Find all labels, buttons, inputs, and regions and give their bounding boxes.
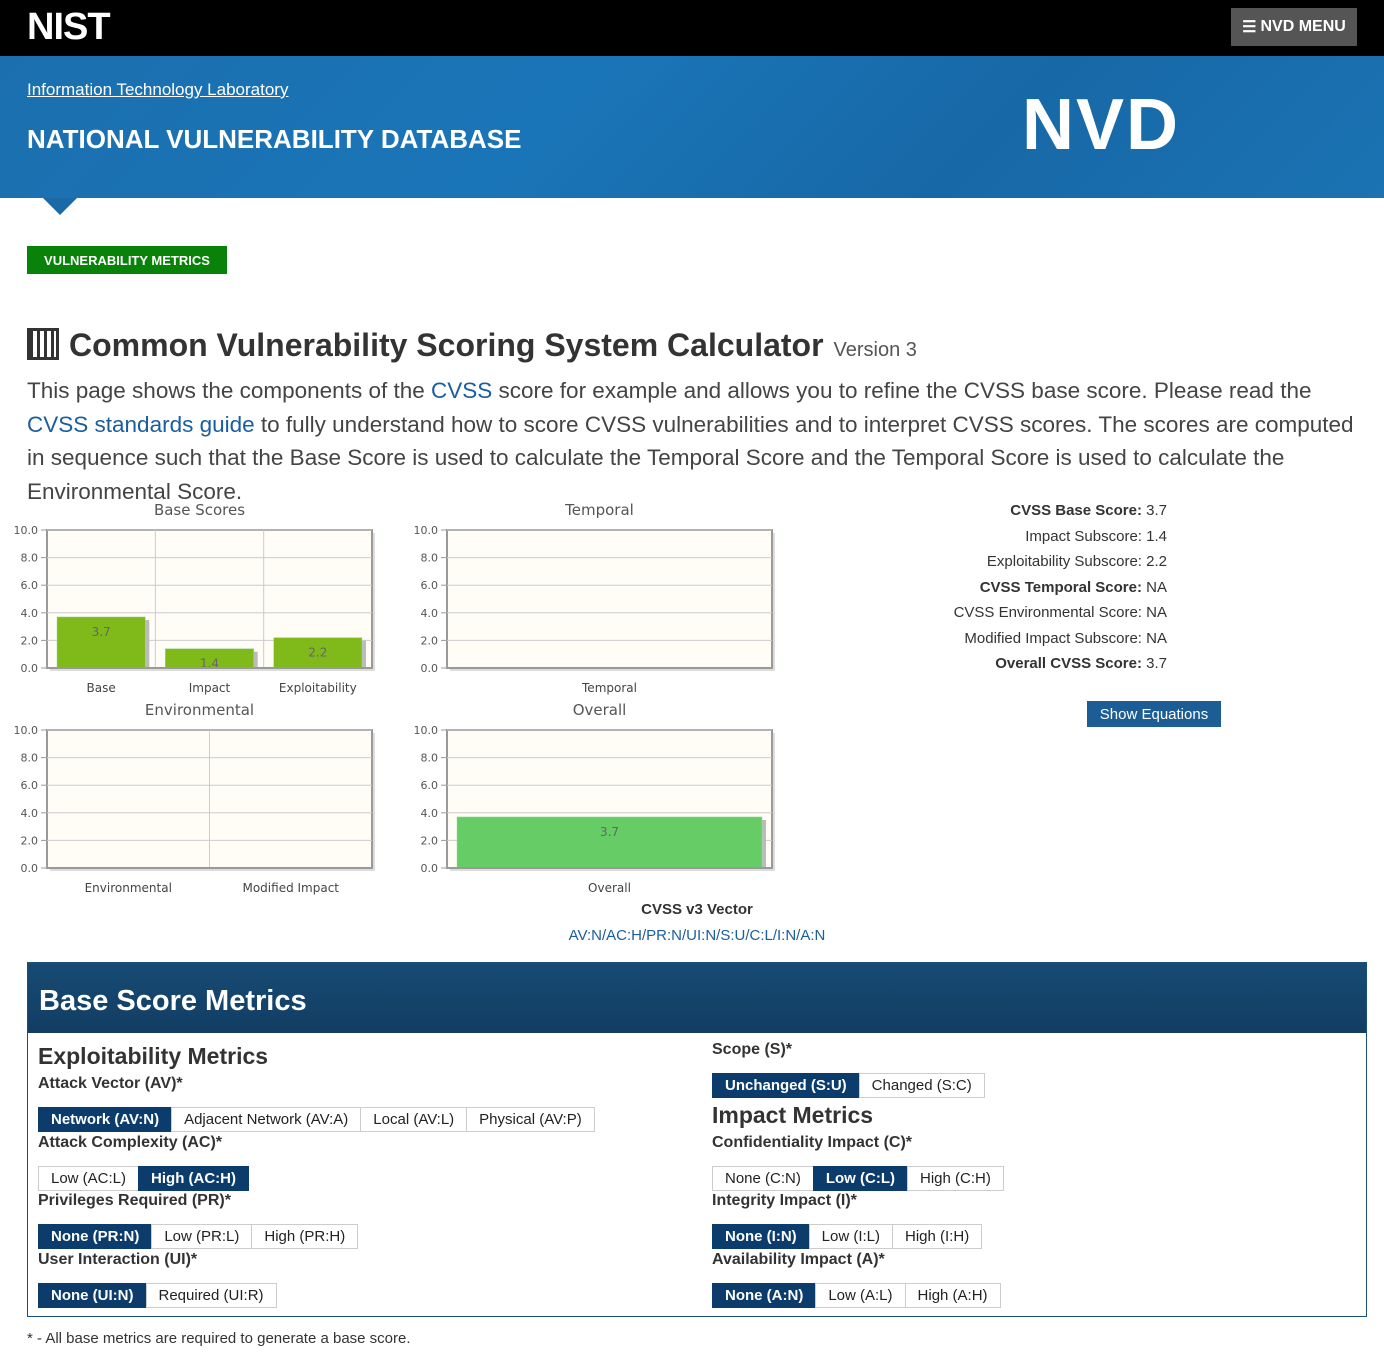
- score-row: [880, 602, 1167, 628]
- bar-value-label: 3.7: [599, 824, 620, 839]
- y-tick-label: 10.0: [413, 524, 438, 537]
- intro-part: to fully understand how to score CVSS vulnerabilities and to interpret CVSS scores. The scores are computed in sequence such that the Base Score is used to calculate the Temporal Score and the Temporal Score is used to calculate the Environmental Score.: [27, 411, 1354, 504]
- metric-option-button[interactable]: High (PR:H): [251, 1224, 358, 1249]
- metric-button-group: [39, 1224, 358, 1249]
- metric-button-group: [39, 1107, 595, 1132]
- temporal-chart: [400, 495, 800, 695]
- score-label: CVSS Temporal Score:: [979, 578, 1142, 596]
- itl-link[interactable]: Information Technology Laboratory: [27, 80, 289, 99]
- y-tick-label: 0.0: [420, 662, 438, 675]
- site-title: NATIONAL VULNERABILITY DATABASE: [27, 124, 522, 154]
- y-tick-label: 6.0: [20, 579, 38, 593]
- metric-option-button[interactable]: High (A:H): [905, 1283, 1001, 1308]
- footnote: * - All base metrics are required to generate a base score.: [27, 1330, 411, 1347]
- y-tick-label: 10.0: [13, 724, 38, 737]
- y-tick-label: 4.0: [420, 806, 438, 820]
- y-tick-label: 8.0: [420, 751, 438, 765]
- metric-option-button[interactable]: Low (C:L): [813, 1166, 908, 1191]
- score-summary: [880, 500, 1167, 679]
- metric-label: Availability Impact (A)*: [712, 1251, 885, 1268]
- version-label: Version 3: [833, 339, 917, 361]
- page-title: [27, 324, 917, 364]
- metrics-title: Base Score Metrics: [28, 963, 1366, 1033]
- chart-title: Base Scores: [153, 501, 246, 519]
- base-scores-chart: [0, 495, 400, 695]
- score-value: 2.2: [1141, 553, 1167, 570]
- chart-svg: [400, 695, 800, 895]
- score-label: Exploitability Subscore:: [986, 553, 1142, 570]
- page-heading: Common Vulnerability Scoring System Calculator: [69, 327, 824, 363]
- metric-button-group: [39, 1166, 249, 1191]
- y-tick-label: 2.0: [20, 834, 38, 848]
- y-tick-label: 8.0: [20, 751, 38, 765]
- metric-option-button[interactable]: Low (I:L): [809, 1224, 893, 1249]
- metric-button-group: [713, 1283, 1001, 1308]
- plot-area: [447, 530, 772, 668]
- vector-link[interactable]: AV:N/AC:H/PR:N/UI:N/S:U/C:L/I:N/A:N: [568, 927, 826, 944]
- y-tick-label: 2.0: [20, 634, 38, 648]
- bar-value-label: 1.4: [199, 656, 220, 671]
- score-row: [880, 628, 1167, 654]
- vector-label: CVSS v3 Vector: [641, 901, 753, 918]
- metric-button-group: [713, 1073, 985, 1098]
- nvd-menu-button[interactable]: [1231, 8, 1357, 46]
- score-row: [880, 653, 1167, 679]
- bar-value-label: 3.7: [91, 624, 111, 639]
- cvss-link[interactable]: CVSS: [431, 378, 493, 403]
- metric-option-button[interactable]: High (I:H): [892, 1224, 982, 1249]
- metric-label: Attack Vector (AV)*: [38, 1075, 183, 1092]
- x-tick-label: Modified Impact: [242, 881, 340, 895]
- overall-chart: [400, 695, 800, 895]
- metric-option-button[interactable]: Network (AV:N): [38, 1107, 172, 1132]
- top-bar: [0, 0, 1384, 56]
- metric-option-button[interactable]: None (C:N): [712, 1166, 814, 1191]
- y-tick-label: 4.0: [20, 606, 38, 620]
- x-tick-label: Temporal: [582, 681, 637, 695]
- intro-part: score for example and allows you to refine the CVSS base score. Please read the: [492, 378, 1312, 403]
- metric-label: Scope (S)*: [712, 1041, 793, 1058]
- nvd-logo[interactable]: NVD: [1022, 85, 1181, 165]
- metric-button-group: [39, 1283, 277, 1308]
- intro-text: [27, 374, 1367, 508]
- metric-option-button[interactable]: None (UI:N): [38, 1283, 147, 1308]
- exploitability-title: Exploitability Metrics: [38, 1043, 269, 1069]
- metric-label: Integrity Impact (I)*: [712, 1192, 857, 1209]
- hamburger-icon: ☰: [1242, 19, 1257, 36]
- y-tick-label: 0.0: [20, 862, 38, 875]
- breadcrumb[interactable]: VULNERABILITY METRICS: [27, 246, 227, 274]
- intro-part: This page shows the components of the: [27, 378, 431, 403]
- metric-option-button[interactable]: Low (PR:L): [151, 1224, 252, 1249]
- metric-option-button[interactable]: Low (AC:L): [38, 1166, 139, 1191]
- x-tick-label: Impact: [188, 681, 231, 695]
- impact-title: Impact Metrics: [712, 1102, 874, 1128]
- score-label: Impact Subscore:: [1025, 527, 1142, 545]
- score-row: [880, 500, 1167, 526]
- metric-option-button[interactable]: Changed (S:C): [859, 1073, 985, 1098]
- score-label: CVSS Environmental Score:: [953, 604, 1142, 621]
- x-tick-label: Exploitability: [278, 681, 357, 695]
- score-label: Overall CVSS Score:: [995, 655, 1142, 672]
- score-value: NA: [1141, 578, 1167, 596]
- y-tick-label: 6.0: [420, 779, 438, 793]
- chart-svg: [0, 695, 400, 895]
- metric-option-button[interactable]: Unchanged (S:U): [712, 1073, 860, 1098]
- metric-label: Confidentiality Impact (C)*: [712, 1134, 913, 1151]
- metric-option-button[interactable]: Required (UI:R): [146, 1283, 277, 1308]
- metric-option-button[interactable]: High (AC:H): [138, 1166, 249, 1191]
- y-tick-label: 10.0: [413, 724, 438, 737]
- chart-title: Overall: [572, 701, 627, 719]
- score-value: 3.7: [1141, 655, 1167, 672]
- banner-pointer: [43, 198, 77, 215]
- calculator-icon: [27, 328, 59, 360]
- y-tick-label: 8.0: [20, 551, 38, 565]
- bar-value-label: 2.2: [308, 645, 328, 660]
- y-tick-label: 8.0: [420, 551, 438, 565]
- score-row: [880, 526, 1167, 552]
- x-tick-label: Environmental: [84, 881, 172, 895]
- score-label: Modified Impact Subscore:: [964, 629, 1142, 647]
- metric-option-button[interactable]: Local (AV:L): [360, 1107, 467, 1132]
- metric-option-button[interactable]: Physical (AV:P): [466, 1107, 595, 1132]
- y-tick-label: 0.0: [420, 862, 438, 875]
- y-tick-label: 2.0: [420, 634, 438, 648]
- metric-option-button[interactable]: Adjacent Network (AV:A): [171, 1107, 361, 1132]
- score-row: [880, 577, 1167, 603]
- y-tick-label: 4.0: [420, 606, 438, 620]
- score-value: 1.4: [1141, 527, 1167, 545]
- y-tick-label: 2.0: [420, 834, 438, 848]
- y-tick-label: 6.0: [20, 779, 38, 793]
- chart-title: Environmental: [144, 701, 255, 719]
- base-score-metrics-panel: [27, 962, 1367, 1317]
- standards-guide-link[interactable]: CVSS standards guide: [27, 411, 255, 437]
- score-value: NA: [1141, 604, 1167, 621]
- score-value: 3.7: [1141, 502, 1167, 519]
- score-row: [880, 551, 1167, 577]
- score-label: CVSS Base Score:: [1010, 502, 1142, 519]
- metric-button-group: [713, 1224, 982, 1249]
- y-tick-label: 10.0: [13, 524, 38, 537]
- y-tick-label: 4.0: [20, 806, 38, 820]
- nist-logo[interactable]: NIST: [27, 6, 110, 48]
- environmental-chart: [0, 695, 400, 895]
- chart-title: Temporal: [565, 501, 634, 519]
- metric-button-group: [713, 1166, 1004, 1191]
- x-tick-label: Base: [86, 681, 116, 695]
- y-tick-label: 6.0: [420, 579, 438, 593]
- metric-label: User Interaction (UI)*: [38, 1251, 198, 1268]
- metric-option-button[interactable]: None (PR:N): [38, 1224, 152, 1249]
- score-value: NA: [1141, 629, 1167, 647]
- chart-svg: [400, 495, 800, 695]
- show-equations-button[interactable]: Show Equations: [1087, 701, 1221, 727]
- y-tick-label: 0.0: [20, 662, 38, 675]
- metric-option-button[interactable]: Low (A:L): [815, 1283, 905, 1308]
- metric-label: Attack Complexity (AC)*: [38, 1134, 223, 1151]
- metric-option-button[interactable]: High (C:H): [907, 1166, 1004, 1191]
- metric-option-button[interactable]: None (A:N): [712, 1283, 816, 1308]
- menu-label: NVD MENU: [1260, 18, 1346, 35]
- x-tick-label: Overall: [588, 881, 631, 895]
- chart-svg: [0, 495, 400, 695]
- metric-label: Privileges Required (PR)*: [38, 1192, 231, 1209]
- metric-option-button[interactable]: None (I:N): [712, 1224, 810, 1249]
